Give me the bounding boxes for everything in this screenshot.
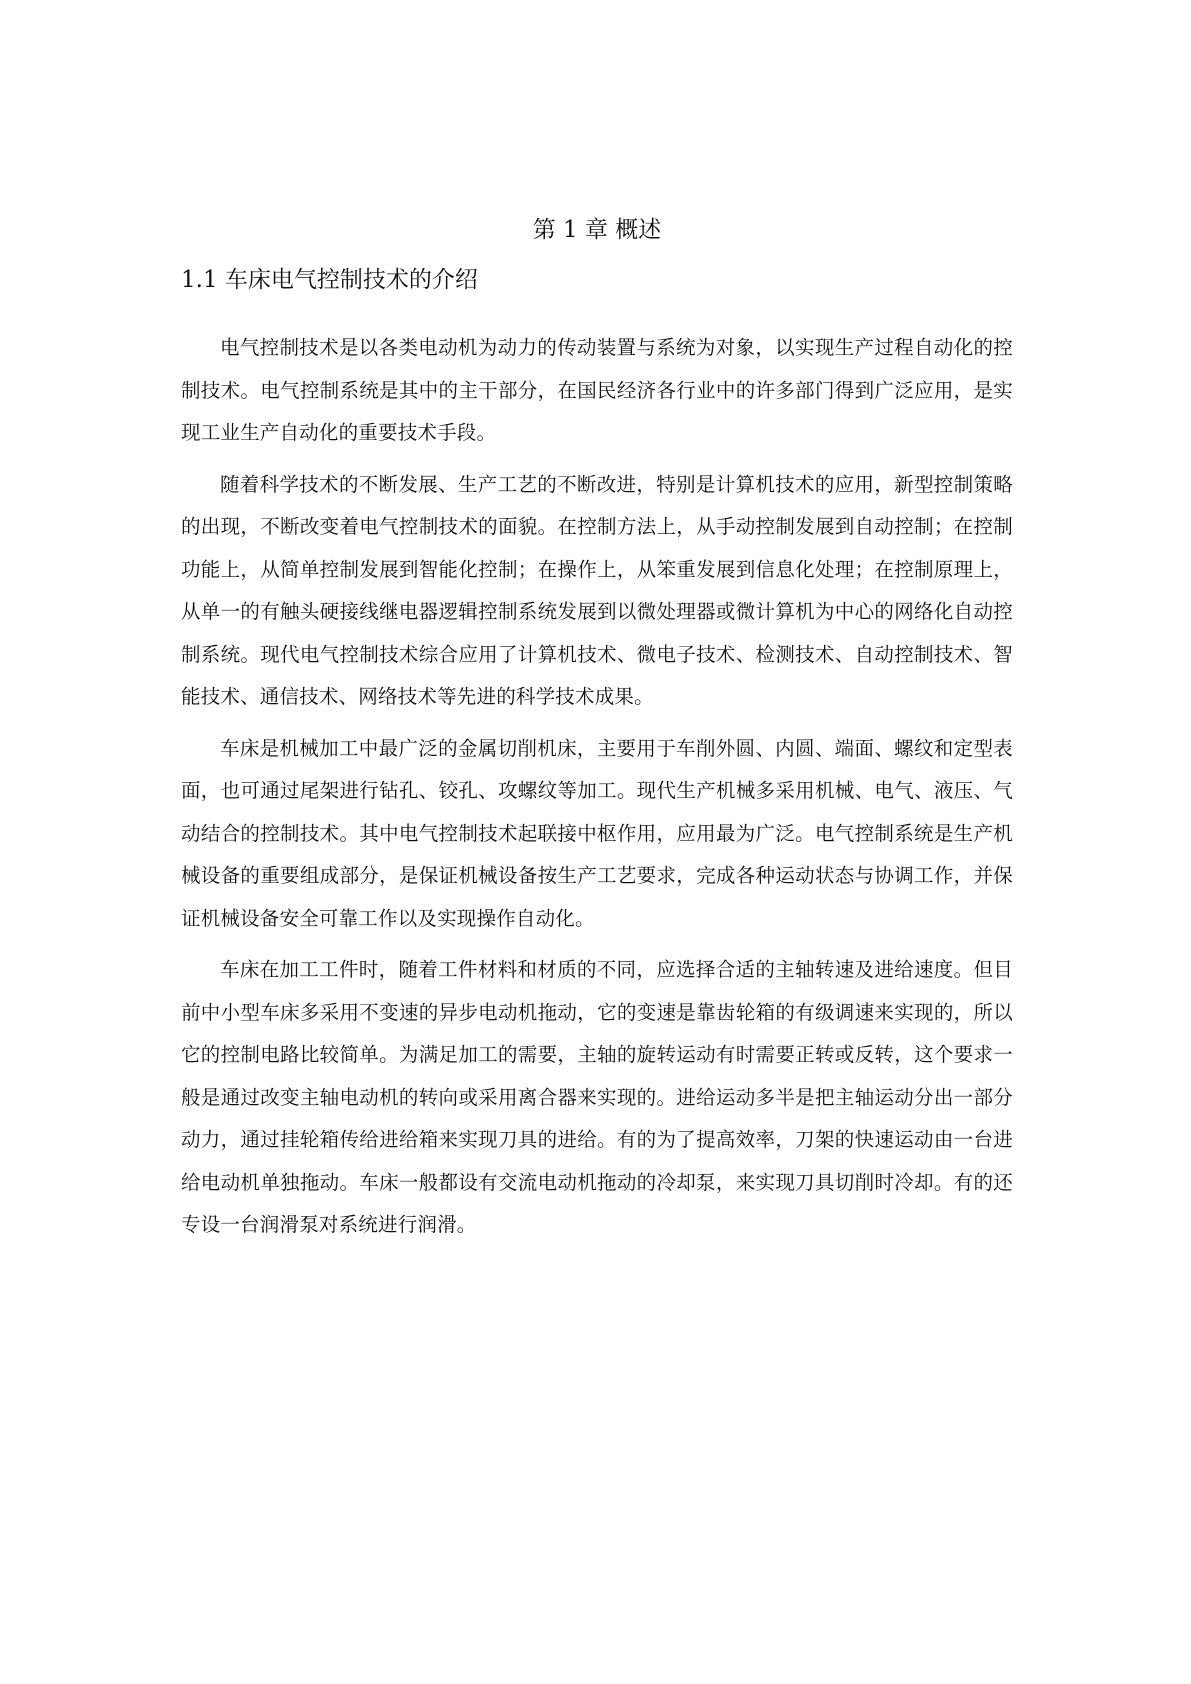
- paragraph-2: 随着科学技术的不断发展、生产工艺的不断改进，特别是计算机技术的应用，新型控制策略的出现，不断改变着电气控制技术的面貌。在控制方法上，从手动控制发展到自动控制；在控制功能上，从简单控制发展到智能化控制；在操作上，从笨重发展到信息化处理；在控制原理上，从单一的有触头硬接线继电器逻辑控制系统发展到以微处理器或微计算机为中心的网络化自动控制系统。现代电气控制技术综合应用了计算机技术、微电子技术、检测技术、自动控制技术、智能技术、通信技术、网络技术等先进的科学技术成果。: [181, 472, 1013, 708]
- paragraph-4: 车床在加工工件时，随着工件材料和材质的不同，应选择合适的主轴转速及进给速度。但目前中小型车床多采用不变速的异步电动机拖动，它的变速是靠齿轮箱的有级调速来实现的，所以它的控制电路比较简单。为满足加工的需要，主轴的旋转运动有时需要正转或反转，这个要求一般是通过改变主轴电动机的转向或采用离合器来实现的。进给运动多半是把主轴运动分出一部分动力，通过挂轮箱传给进给箱来实现刀具的进给。有的为了提高效率，刀架的快速运动由一台进给电动机单独拖动。车床一般都设有交流电动机拖动的冷却泵，来实现刀具切削时冷却。有的还专设一台润滑泵对系统进行润滑。: [181, 958, 1013, 1236]
- paragraph-3: 车床是机械加工中最广泛的金属切削机床，主要用于车削外圆、内圆、端面、螺纹和定型表面，也可通过尾架进行钻孔、铰孔、攻螺纹等加工。现代生产机械多采用机械、电气、液压、气动结合的控制技术。其中电气控制技术起联接中枢作用，应用最为广泛。电气控制系统是生产机械设备的重要组成部分，是保证机械设备按生产工艺要求，完成各种运动状态与协调工作，并保证机械设备安全可靠工作以及实现操作自动化。: [181, 736, 1013, 930]
- paragraph-1: 电气控制技术是以各类电动机为动力的传动装置与系统为对象，以实现生产过程自动化的控制技术。电气控制系统是其中的主干部分，在国民经济各行业中的许多部门得到广泛应用，是实现工业生产自动化的重要技术手段。: [181, 336, 1013, 444]
- chapter-title: 第 1 章 概述: [532, 217, 662, 243]
- section-heading: 1.1 车床电气控制技术的介绍: [181, 267, 478, 293]
